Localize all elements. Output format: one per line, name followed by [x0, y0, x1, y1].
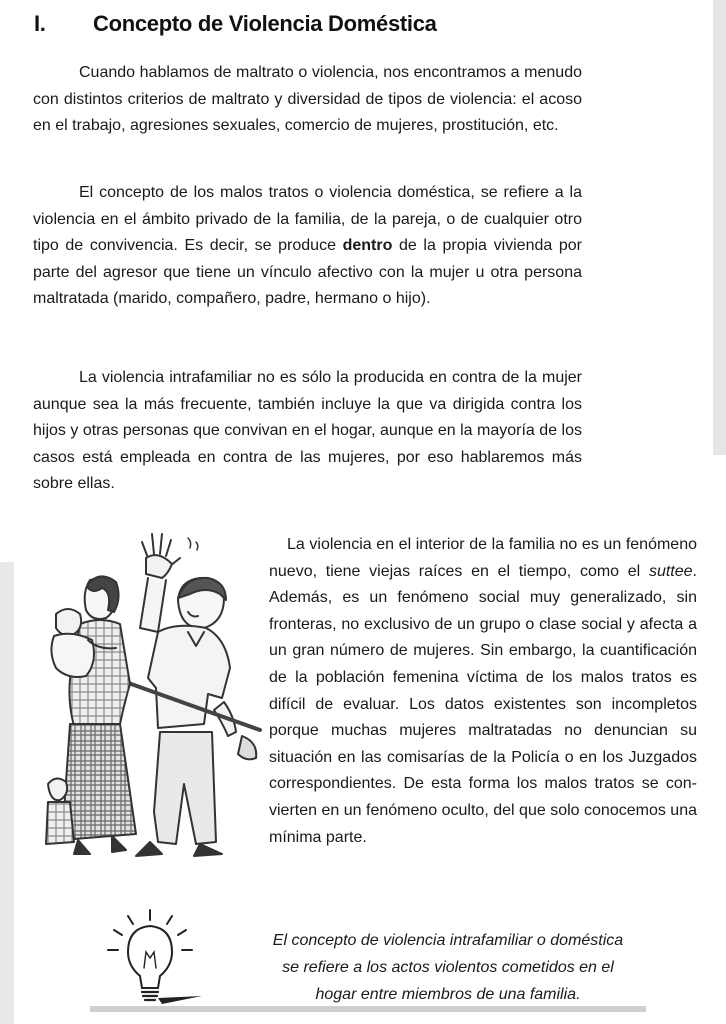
callout-line-2: se refiere a los actos violentos cometidos en el: [282, 959, 614, 976]
highlight-callout: [228, 927, 668, 1008]
paragraph-2-text-a: El concepto de los malos tratos o violencia doméstica, se refiere a la violencia en el ámbito privado de la familia, de la pareja, o de cualquier otro tipo de convivencia. Es decir, se produce: [33, 184, 582, 254]
paragraph-2-text-b: de la propia vivienda por parte del agresor que tiene un vínculo afectivo con la mujer u otra persona maltratada (marido, compañero, padre, hermano o hijo).: [33, 237, 583, 307]
paragraph-2-bold-word: dentro: [342, 237, 393, 254]
section-title: Concepto de Violencia Doméstica: [93, 11, 437, 36]
paragraph-3: La violencia intrafamiliar no es sólo la producida en contra de la mujer aunque sea la más frecuente, también incluye la que va dirigida contra los hijos y otras personas que convivan en el hogar, aunque en la mayoría de los casos está empleada en contra de las mujeres, por eso hablaremos más sobre ellas.: [33, 369, 582, 492]
violence-scene-illustration: [28, 528, 274, 868]
paragraph-4-text-b: . Además, es un fenómeno social muy generalizado, sin fronteras, no exclusivo de un grupo o clase social y afecta a un gran número de mujeres. Sin embargo, la cuantificación de la población femenina víctima de los malos tratos es difícil de evaluar. Los datos existentes son incompletos porque muchas mujeres maltratadas no denuncian su situación en las comisarías de la Policía o en los Juzgados correspondientes. De esta forma los malos tratos se convierten en un fenómeno oculto, del que solo conocemos una mínima parte.: [269, 562, 697, 846]
callout-line-3: hogar entre miembros de una familia.: [315, 986, 581, 1003]
left-margin-bar: [0, 562, 14, 1024]
section-heading: [34, 11, 437, 37]
right-margin-bar: [713, 0, 726, 455]
paragraph-4: [269, 532, 697, 851]
paragraph-2: [33, 180, 582, 313]
bottom-rule: [90, 1006, 646, 1012]
lightbulb-icon: [98, 908, 206, 1008]
paragraph-1: Cuando hablamos de maltrato o violencia, nos encontramos a menudo con distintos criterios de maltrato y diversidad de tipos de violencia: el acoso en el trabajo, agresiones sexuales, comercio de mujeres, prostitución, etc.: [33, 64, 582, 134]
callout-line-1: El concepto de violencia intrafamiliar o doméstica: [272, 932, 624, 949]
paragraph-4-italic-term: suttee: [648, 562, 693, 580]
section-number: I.: [34, 11, 46, 36]
paragraph-4-text-a: La violencia en el interior de la familia no es un fenómeno nuevo, tiene viejas raíces en el tiempo, como el: [269, 536, 697, 580]
